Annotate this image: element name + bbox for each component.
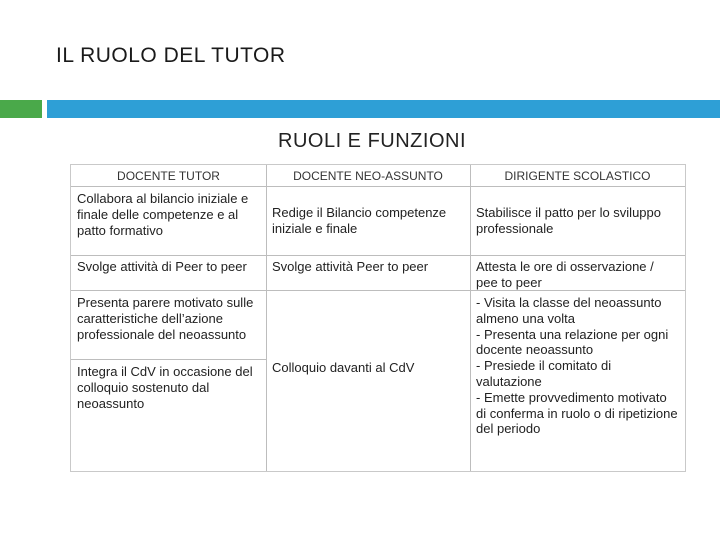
- table-heading: RUOLI E FUNZIONI: [278, 130, 467, 152]
- table-cell: Stabilisce il patto per lo sviluppo professionale: [476, 205, 661, 236]
- roles-table: [70, 164, 686, 472]
- table-cell: Colloquio davanti al CdV: [272, 360, 415, 375]
- table-cell: Collabora al bilancio iniziale e finale delle competenze e al patto formativo: [77, 191, 249, 238]
- accent-bar-green: [0, 100, 42, 118]
- grid-line: [71, 359, 266, 360]
- table-cell: - Visita la classe del neoassunto almeno una volta - Presenta una relazione per ogni docente neoassunto - Presiede il comitato di valutazione - Emette provvedimento motivato di conferma in ruolo o di ripetizione del periodo: [476, 295, 678, 437]
- table-cell: Attesta le ore di osservazione / pee to peer: [476, 259, 654, 290]
- table-cell: Svolge attività Peer to peer: [272, 259, 429, 274]
- column-header-dirigente: DIRIGENTE SCOLASTICO: [470, 165, 685, 187]
- slide-title: IL RUOLO DEL TUTOR: [56, 44, 286, 67]
- accent-bar-blue: [47, 100, 720, 118]
- table-cell: Redige il Bilancio competenze iniziale e finale: [272, 205, 447, 236]
- grid-line: [71, 290, 685, 291]
- table-cell: Presenta parere motivato sulle caratteristiche dell’azione professionale del neoassunto: [77, 295, 254, 342]
- grid-line: [71, 255, 685, 256]
- column-header-neo: DOCENTE NEO-ASSUNTO: [266, 165, 470, 187]
- table-cell: Svolge attività di Peer to peer: [77, 259, 247, 274]
- column-header-tutor: DOCENTE TUTOR: [71, 165, 266, 187]
- table-cell: Integra il CdV in occasione del colloquio sostenuto dal neoassunto: [77, 364, 253, 411]
